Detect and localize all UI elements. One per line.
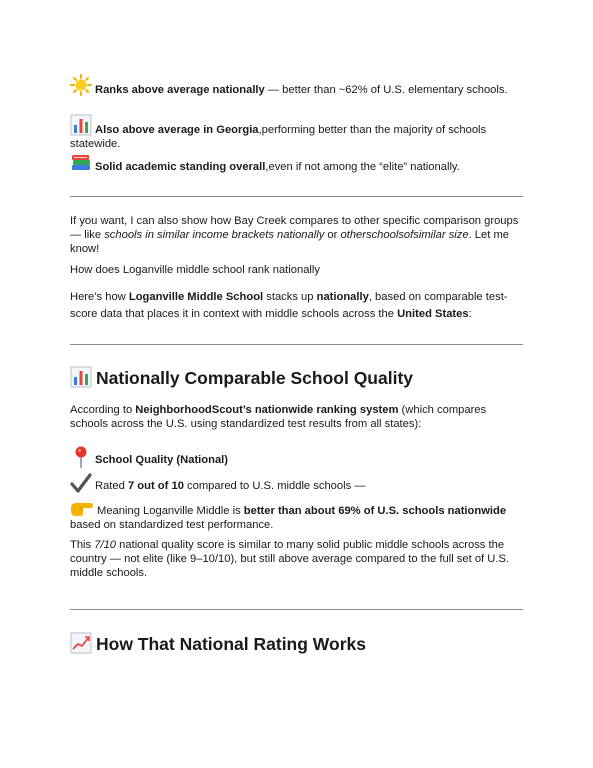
- divider: [70, 196, 523, 197]
- sun-icon: [70, 74, 92, 96]
- trending-up-chart-icon: [70, 632, 92, 654]
- bullet-national-rank: Ranks above average nationally — better than ~62% of U.S. elementary schools.: [70, 74, 525, 97]
- comparison-offer-text: If you want, I can also show how Bay Creek compares to other specific comparison groups — like schools in similar income brackets nationally or otherschoolsofsimilar size. Let me know!: [70, 215, 519, 255]
- rating-line: Rated 7 out of 10 compared to U.S. middle schools —: [70, 472, 525, 494]
- divider: [70, 344, 523, 345]
- check-mark-icon: [70, 472, 92, 494]
- school-quality-label-line: School Quality (National): [70, 445, 525, 469]
- intro-paragraph: Here’s how Loganville Middle School stacks up nationally, based on comparable test-score data that places it in context with middle schools across the United States:: [70, 291, 508, 320]
- meaning-line: Meaning Loganville Middle is better than about 69% of U.S. schools nationwide based on standardized test performance.: [70, 499, 525, 532]
- pointing-hand-icon: [70, 499, 94, 517]
- books-icon: [70, 151, 92, 173]
- bar-chart-icon: [70, 366, 92, 388]
- bullet-overall-standing: Solid academic standing overall,even if not among the “elite” nationally.: [70, 151, 525, 174]
- bullet-georgia-rank: Also above average in Georgia,performing better than the majority of schools statewide.: [70, 114, 525, 151]
- summary-paragraph: This 7/10 national quality score is similar to many solid public middle schools across the country — not elite (like 9–10/10), but still above average compared to the full set of U.S. middle schools.: [70, 539, 510, 579]
- bar-chart-icon: [70, 114, 92, 136]
- divider: [70, 609, 523, 610]
- ranking-system-paragraph: According to NeighborhoodScout’s nationwide ranking system (which compares schools across the U.S. using standardized test results from all states):: [70, 404, 487, 430]
- user-question: How does Loganville middle school rank nationally: [70, 264, 320, 276]
- section-heading-national-quality: Nationally Comparable School Quality: [70, 366, 413, 389]
- pushpin-icon: [70, 445, 92, 469]
- section-heading-how-rating-works: How That National Rating Works: [70, 632, 366, 655]
